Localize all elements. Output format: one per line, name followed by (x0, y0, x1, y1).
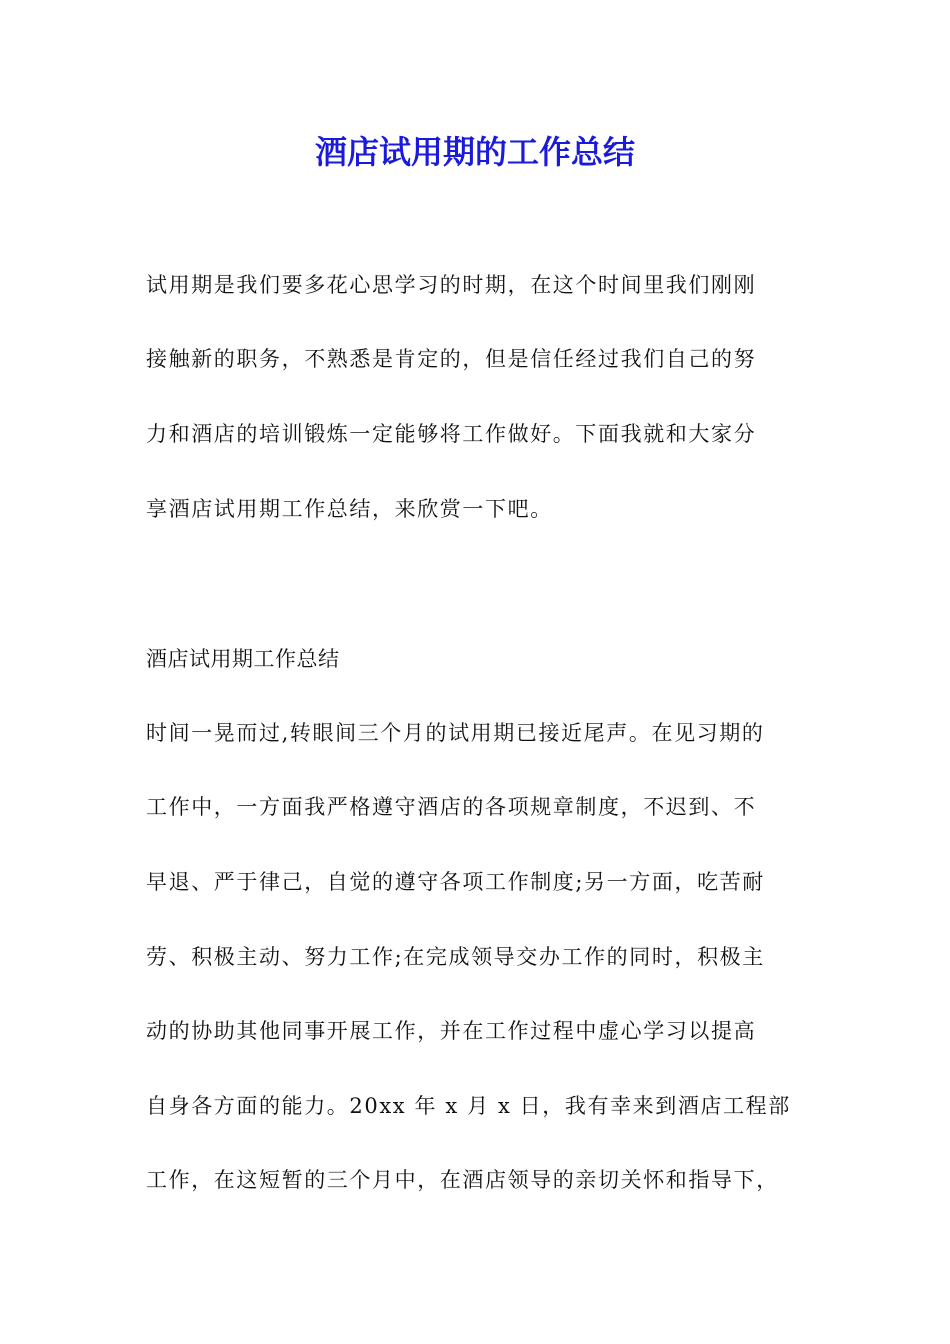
intro-line-2: 接触新的职务，不熟悉是肯定的，但是信任经过我们自己的努 (146, 347, 757, 371)
document-title: 酒店试用期的工作总结 (314, 133, 635, 171)
intro-line-3: 力和酒店的培训锻炼一定能够将工作做好。下面我就和大家分 (146, 422, 757, 446)
body-line-3: 早退、严于律己，自觉的遵守各项工作制度;另一方面，吃苦耐 (146, 870, 765, 894)
body-line-4: 劳、积极主动、努力工作;在完成领导交办工作的同时，积极主 (146, 945, 765, 969)
body-line-1: 时间一晃而过,转眼间三个月的试用期已接近尾声。在见习期的 (146, 721, 765, 745)
body-line-5: 动的协助其他同事开展工作，并在工作过程中虚心学习以提高 (146, 1019, 757, 1043)
body-line-7: 工作，在这短暂的三个月中，在酒店领导的亲切关怀和指导下， (146, 1168, 779, 1192)
intro-line-4: 享酒店试用期工作总结，来欣赏一下吧。 (146, 497, 553, 521)
body-line-2: 工作中，一方面我严格遵守酒店的各项规章制度，不迟到、不 (146, 795, 757, 819)
body-line-6: 自身各方面的能力。20xx 年 x 月 x 日，我有幸来到酒店工程部 (146, 1094, 791, 1118)
intro-line-1: 试用期是我们要多花心思学习的时期，在这个时间里我们刚刚 (146, 273, 757, 297)
section-heading: 酒店试用期工作总结 (146, 647, 340, 671)
